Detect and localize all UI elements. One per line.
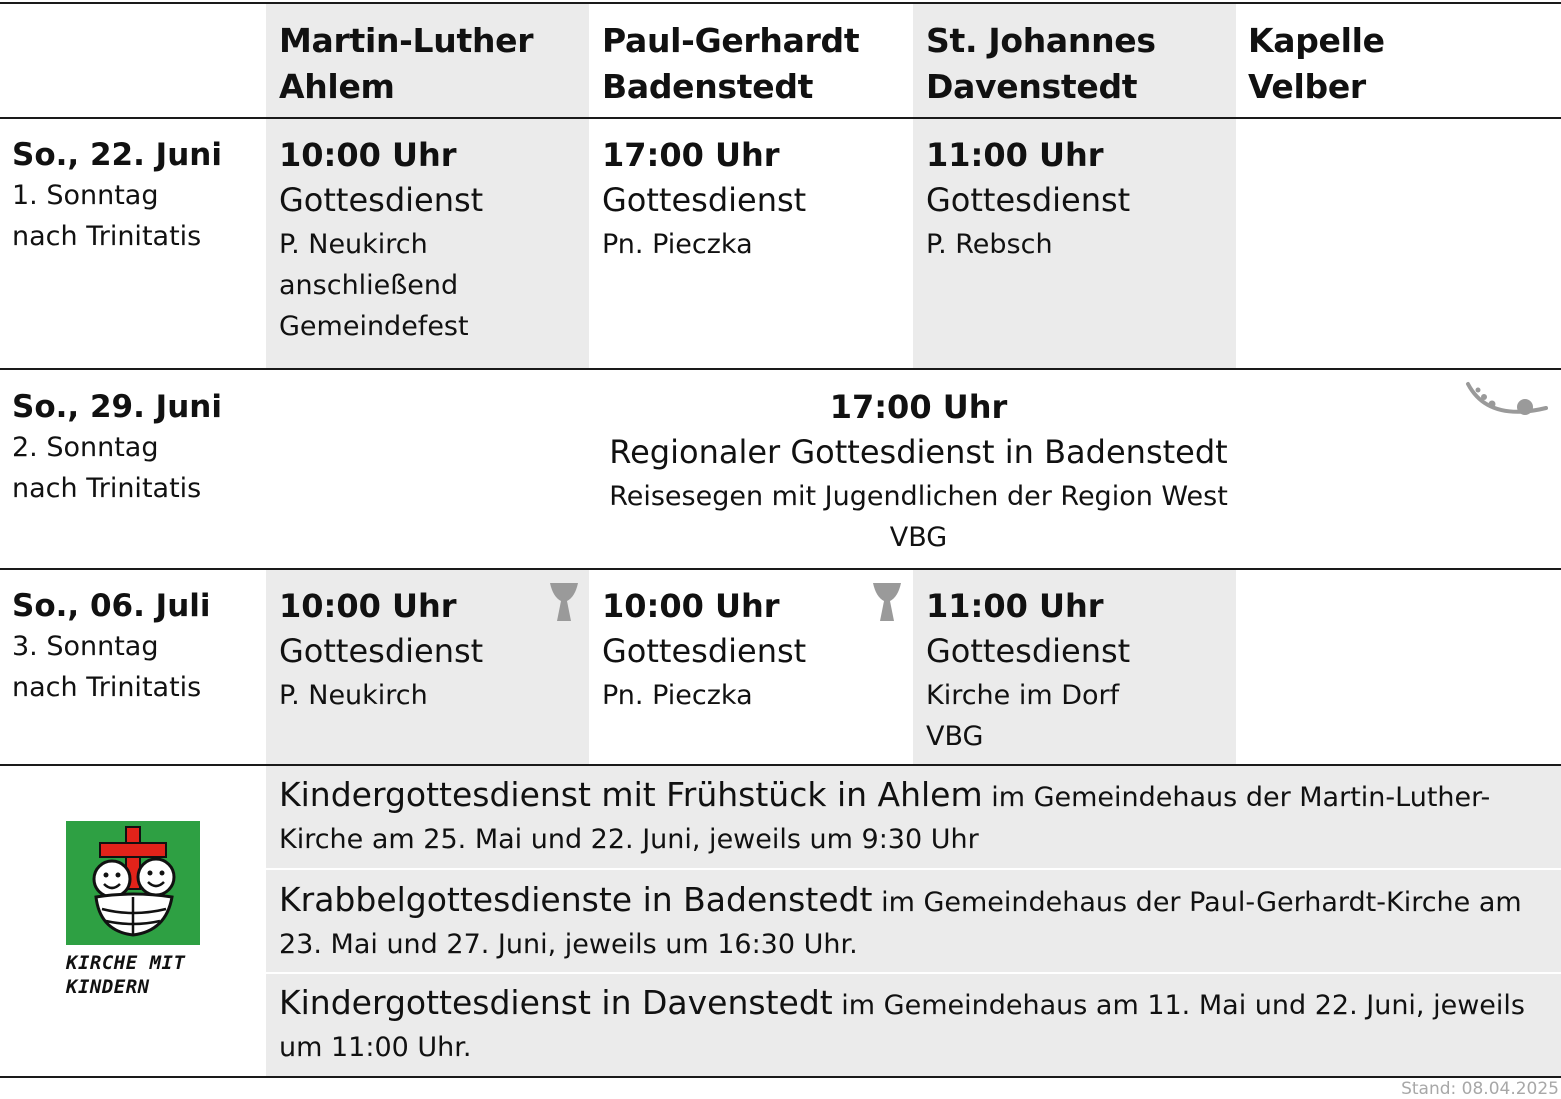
column-header-davenstedt: St. Johannes Davenstedt [926, 21, 1156, 106]
regional-service: 17:00 Uhr Regionaler Gottesdienst in Badenstedt Reisesegen mit Jugendlichen der Region West VBG [609, 388, 1228, 553]
chalice-icon [549, 582, 579, 622]
kids-item-badenstedt: Krabbelgottesdienste in Badenstedt im Gemeindehaus der Paul-Gerhardt-Kirche am 23. Mai und 27. Juni, jeweils um 16:30 Uhr. [279, 880, 1522, 960]
kirche-mit-kindern-logo [66, 821, 202, 1006]
rule-row2 [0, 568, 1561, 570]
row1-date-cell [12, 135, 222, 257]
row3-cell-badenstedt: 10:00 Uhr Gottesdienst Pn. Pieczka [602, 587, 807, 711]
kids-item-ahlem: Kindergottesdienst mit Frühstück in Ahlem im Gemeindehaus der Martin-Luther- Kirche am 25. Mai und 22. Juni, jeweils um 9:30 Uhr [279, 775, 1491, 855]
row1-cell-davenstedt: 11:00 Uhr Gottesdienst P. Rebsch [926, 136, 1131, 260]
row2-trinity: nach Trinitatis [12, 473, 202, 504]
row1-cell-badenstedt: 17:00 Uhr Gottesdienst Pn. Pieczka [602, 136, 807, 260]
stand-date: Stand: 08.04.2025 [1401, 1079, 1559, 1099]
row2-date: So., 29. Juni [12, 389, 222, 425]
children-cross-icon [66, 821, 200, 945]
column-header-ahlem: Martin-Luther Ahlem [279, 21, 534, 106]
chalice-icon [872, 582, 902, 622]
logo-text-line1: KIRCHE MIT [66, 952, 186, 974]
row1-trinity: nach Trinitatis [12, 221, 202, 252]
kids-separator-1 [266, 868, 1561, 870]
kids-separator-2 [266, 972, 1561, 974]
row3-cell-ahlem: 10:00 Uhr Gottesdienst P. Neukirch [279, 587, 484, 711]
column-header-badenstedt: Paul-Gerhardt Badenstedt [602, 21, 860, 106]
rule-top [0, 2, 1561, 4]
row3-cell-davenstedt: 11:00 Uhr Gottesdienst Kirche im Dorf VBG [926, 587, 1131, 752]
row1-sunday: 1. Sonntag [12, 180, 159, 211]
row1-date: So., 22. Juni [12, 137, 222, 173]
row2-date-cell [12, 387, 222, 509]
row3-date: So., 06. Juli [12, 588, 211, 624]
row2-sunday: 2. Sonntag [12, 432, 159, 463]
travel-blessing-icon [1464, 378, 1550, 426]
rule-row1 [0, 368, 1561, 370]
row1-cell-ahlem: 10:00 Uhr Gottesdienst P. Neukirch anschließend Gemeindefest [279, 136, 484, 342]
rule-header [0, 117, 1561, 119]
column-header-velber: Kapelle Velber [1248, 21, 1385, 106]
logo-text-line2: KINDERN [66, 976, 150, 998]
row3-date-cell [12, 586, 211, 708]
row3-sunday: 3. Sonntag [12, 631, 159, 662]
kids-item-davenstedt: Kindergottesdienst in Davenstedt im Gemeindehaus am 11. Mai und 22. Juni, jeweils um 11:00 Uhr. [279, 983, 1525, 1063]
row3-trinity: nach Trinitatis [12, 672, 202, 703]
rule-bottom [0, 1076, 1561, 1078]
rule-row3 [0, 764, 1561, 766]
